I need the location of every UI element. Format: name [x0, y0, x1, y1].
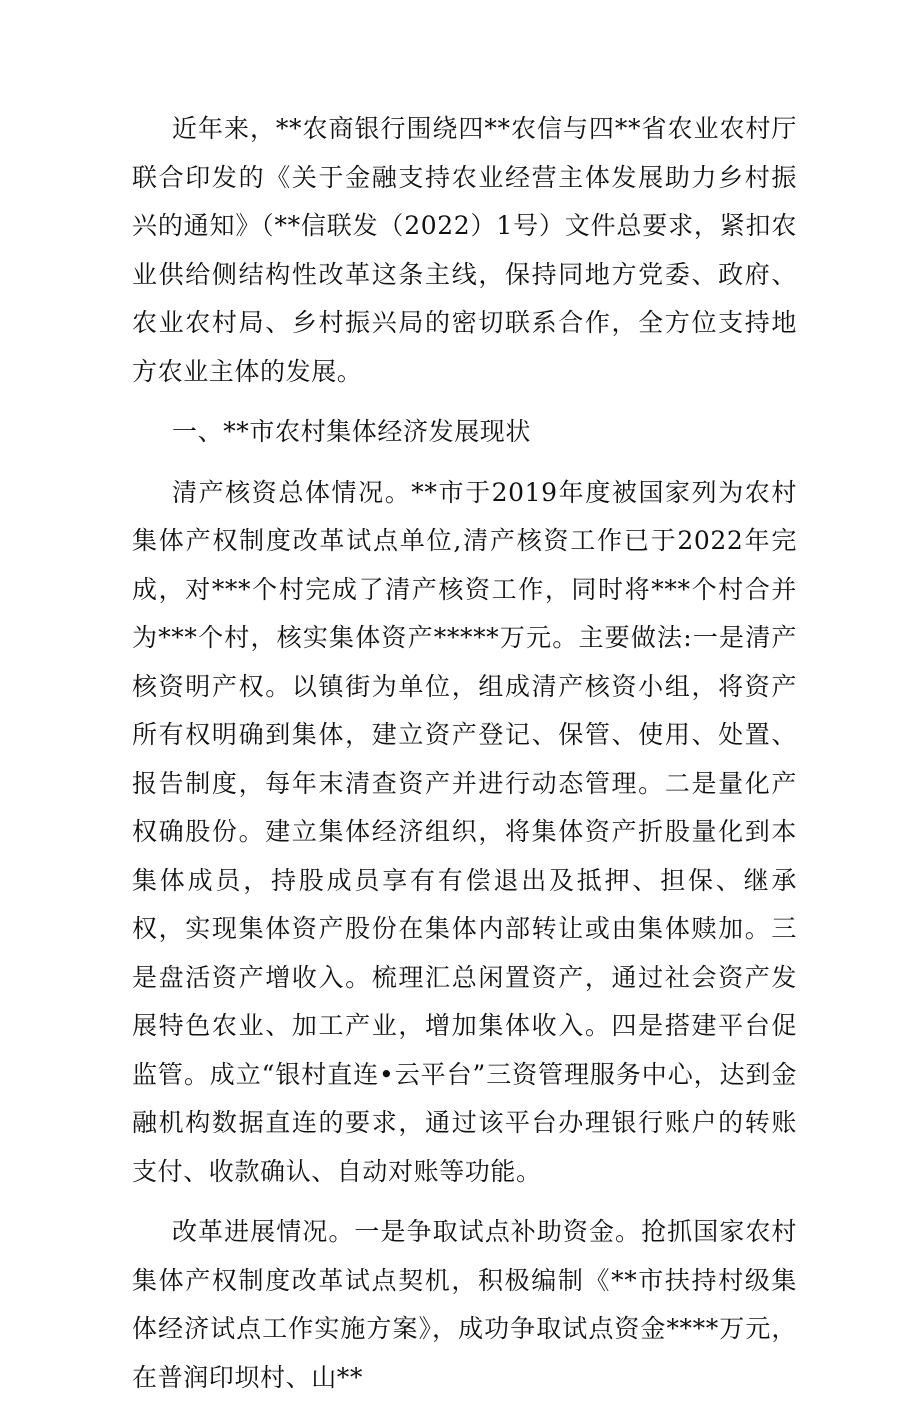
paragraph-reform-progress: 改革进展情况。一是争取试点补助资金。抢抓国家农村集体产权制度改革试点契机，积极编制《**市扶持村级集体经济试点工作实施方案》，成功争取试点资金****万元，在普润印坝村、山** — [132, 1217, 797, 1392]
document-body — [132, 105, 797, 1414]
paragraph-asset-verification: 清产核资总体情况。**市于2019年度被国家列为农村集体产权制度改革试点单位,清产核资工作已于2022年完成，对***个村完成了清产核资工作，同时将***个村合并为***个村，核实集体资产*****万元。主要做法:一是清产核资明产权。以镇街为单位，组成清产核资小组，将资产所有权明确到集体，建立资产登记、保管、使用、处置、报告制度，每年末清查资产并进行动态管理。二是量化产权确股份。建立集体经济组织，将集体资产折股量化到本集体成员，持股成员享有有偿退出及抵押、担保、继承权，实现集体资产股份在集体内部转让或由集体赎加。三是盘活资产增收入。梳理汇总闲置资产，通过社会资产发展特色农业、加工产业，增加集体收入。四是搭建平台促监管。成立“银村直连•云平台”三资管理服务中心，达到金融机构数据直连的要求，通过该平台办理银行账户的转账支付、收款确认、自动对账等功能。 — [132, 477, 797, 1186]
section-heading: 一、**市农村集体经济发展现状 — [172, 417, 532, 446]
paragraph-intro: 近年来，**农商银行围绕四**农信与四**省农业农村厅联合印发的《关于金融支持农业经营主体发展助力乡村振兴的通知》（**信联发（2022）1号）文件总要求，紧扣农业供给侧结构性改革这条主线，保持同地方党委、政府、农业农村局、乡村振兴局的密切联系合作，全方位支持地方农业主体的发展。 — [132, 114, 797, 386]
